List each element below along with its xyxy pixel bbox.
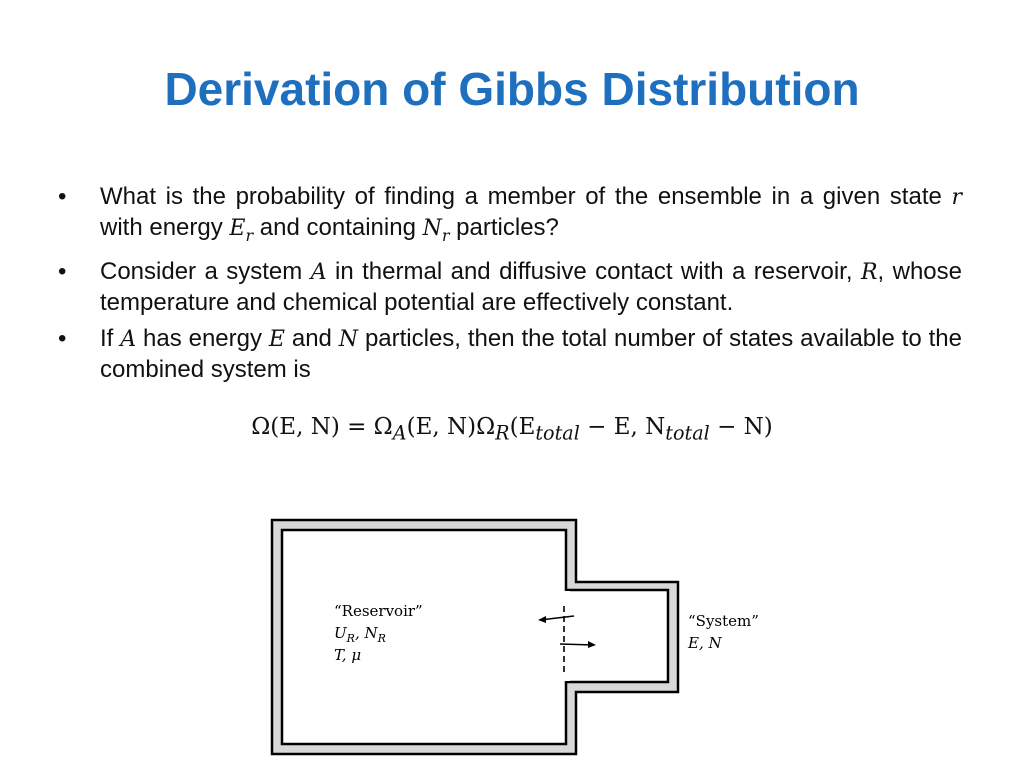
bullet-item-2 bbox=[58, 257, 962, 318]
math-var: N bbox=[422, 216, 442, 241]
bullet-text: What is the probability of finding a member of the ensemble in a given state bbox=[100, 183, 952, 210]
bullet-text: and containing bbox=[253, 214, 423, 241]
slide-title: Derivation of Gibbs Distribution bbox=[164, 63, 860, 115]
system-vars: E, N bbox=[688, 634, 722, 652]
bullet-dot: • bbox=[58, 257, 67, 285]
bullet-dot: • bbox=[58, 324, 67, 352]
eq-part: Ω(E, N) = Ω bbox=[251, 414, 393, 440]
reservoir-params: T, μ bbox=[334, 646, 362, 664]
bullet-text: with energy bbox=[100, 214, 230, 241]
bullet-text: in thermal and diffusive contact with a reservoir, bbox=[326, 257, 861, 285]
eq-sub: R bbox=[495, 421, 510, 445]
eq-sub: total bbox=[665, 421, 710, 445]
system-title: “System” bbox=[688, 612, 759, 630]
bullet-text: particles? bbox=[449, 214, 559, 241]
eq-part: (E, N)Ω bbox=[406, 414, 496, 440]
bullet-text: particles, then the total number of states available to the combined system is bbox=[100, 324, 962, 383]
math-subscript: r bbox=[245, 225, 254, 245]
bullet-text: and bbox=[284, 324, 339, 352]
math-var: A bbox=[310, 259, 327, 285]
bullet-text: If bbox=[100, 324, 121, 352]
eq-sub: total bbox=[535, 421, 580, 445]
math-var: r bbox=[951, 185, 962, 210]
eq-part: (E bbox=[509, 414, 536, 440]
bullet-text: has energy bbox=[136, 324, 269, 352]
reservoir-title: “Reservoir” bbox=[334, 602, 423, 620]
math-subscript: r bbox=[441, 225, 450, 245]
bullet-dot: • bbox=[58, 183, 67, 210]
bullet-item-1 bbox=[58, 182, 962, 251]
eq-part: − N) bbox=[709, 414, 773, 440]
eq-sub: A bbox=[392, 421, 407, 445]
eq-part: − E, N bbox=[579, 414, 666, 440]
math-var: R bbox=[860, 259, 878, 285]
math-var: E bbox=[268, 326, 285, 352]
reservoir-system-diagram bbox=[270, 518, 790, 758]
bullet-text: Consider a system bbox=[100, 257, 311, 285]
reservoir-vars: $U_R$, $N_R$ bbox=[334, 624, 386, 645]
math-var: N bbox=[338, 326, 359, 352]
math-var: A bbox=[120, 326, 137, 352]
bullet-text: , whose temperature and chemical potential are effectively constant. bbox=[100, 257, 962, 316]
math-var: E bbox=[229, 216, 246, 241]
bullet-list bbox=[58, 182, 962, 391]
bullet-item-3 bbox=[58, 324, 962, 385]
states-equation bbox=[0, 414, 1024, 445]
